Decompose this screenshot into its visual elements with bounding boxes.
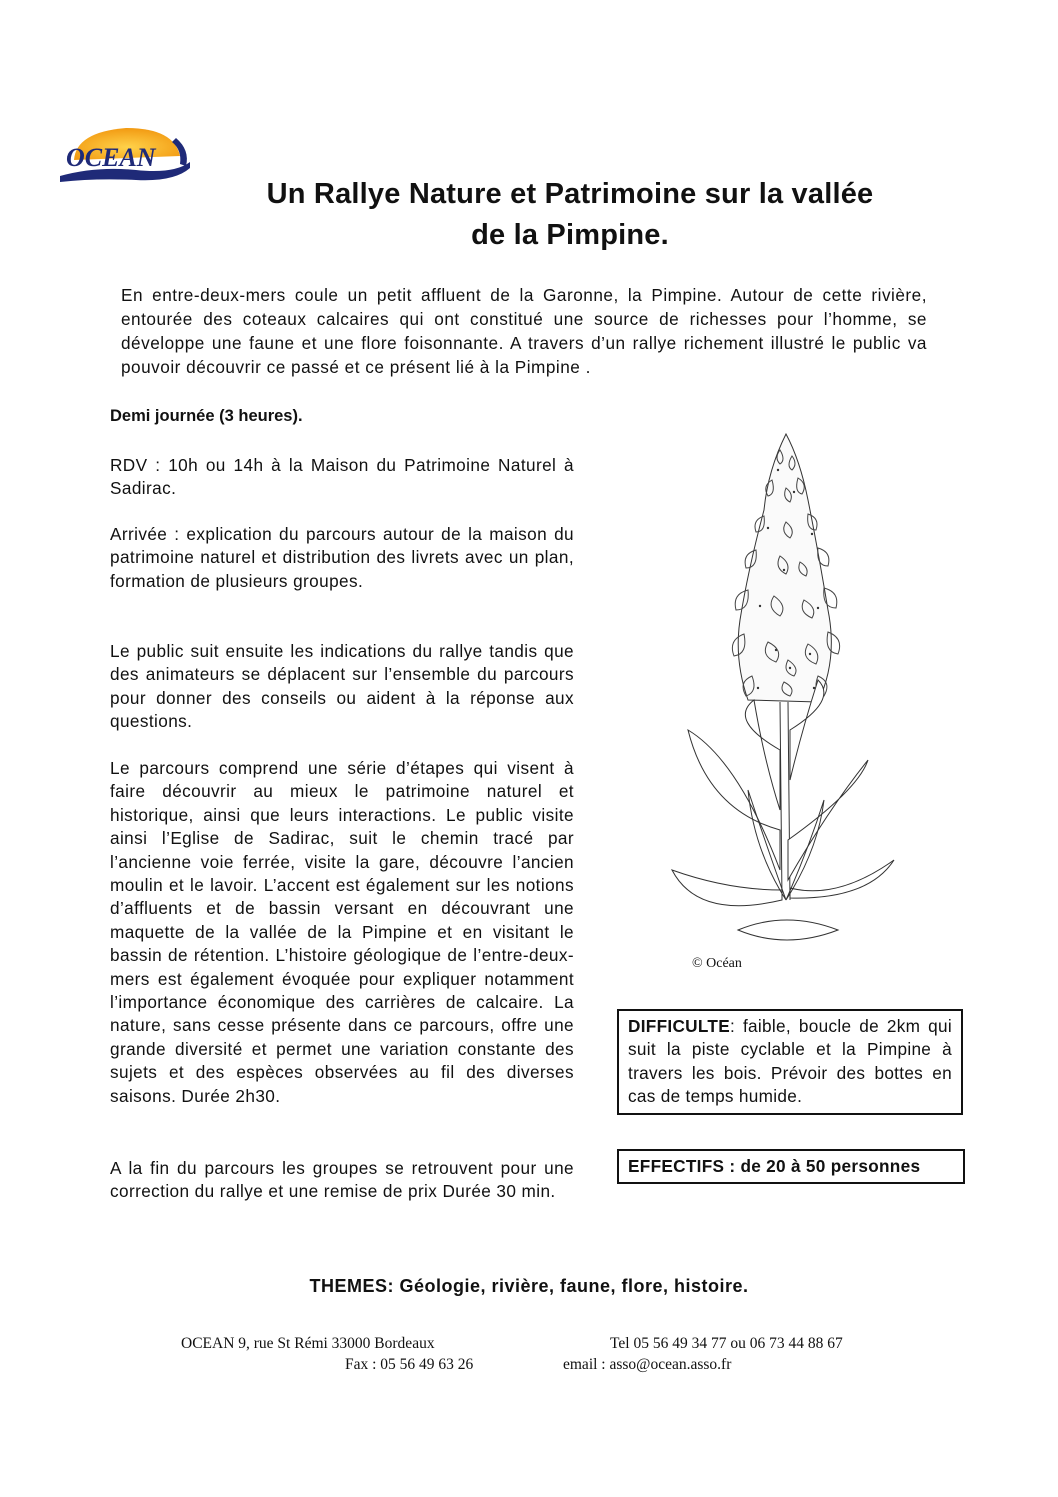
title-line-1: Un Rallye Nature et Patrimoine sur la vallée xyxy=(266,178,874,210)
effectifs-box: EFFECTIFS : de 20 à 50 personnes xyxy=(617,1149,965,1184)
arrivee-paragraph: Arrivée : explication du parcours autour de la maison du patrimoine naturel et distribution des livrets avec un plan, formation de plusieurs groupes. xyxy=(110,524,574,591)
title-line-2: de la Pimpine. xyxy=(471,219,669,251)
logo-text: OCEAN xyxy=(66,143,156,172)
duration-heading: Demi journée (3 heures). xyxy=(110,407,303,425)
orchid-illustration xyxy=(668,430,898,970)
ocean-logo xyxy=(56,122,194,186)
themes-line: THEMES: Géologie, rivière, faune, flore, histoire. xyxy=(309,1276,749,1296)
footer-email: email : asso@ocean.asso.fr xyxy=(563,1356,732,1373)
illustration-credit: © Océan xyxy=(692,956,742,971)
fin-paragraph: A la fin du parcours les groupes se retrouvent pour une correction du rallye et une remise de prix Durée 30 min. xyxy=(110,1158,574,1202)
rdv-paragraph: RDV : 10h ou 14h à la Maison du Patrimoine Naturel à Sadirac. xyxy=(110,455,574,499)
intro-paragraph: En entre-deux-mers coule un petit affluent de la Garonne, la Pimpine. Autour de cette rivière, entourée des coteaux calcaires qui ont constitué une source de richesses pour l’homme, se développe une faune et une flore foisonnante. A travers d’un rallye richement illustré le public va pouvoir découvrir ce passé et ce présent lié à la Pimpine . xyxy=(121,285,927,377)
difficulte-box xyxy=(617,1009,963,1115)
footer-fax: Fax : 05 56 49 63 26 xyxy=(345,1356,474,1373)
parcours-paragraph: Le parcours comprend une série d’étapes qui visent à faire découvrir au mieux le patrimoine naturel et historique, ainsi que leurs interactions. Le public visite ainsi l’Eglise de Sadirac, suit le chemin tracé par l’ancienne voie ferrée, visite la gare, découvre l’ancien moulin et le lavoir. L’accent est également sur les notions d’affluents et de bassin versant en découvrant une maquette de la vallée de la Pimpine et en visitant le bassin de rétention. L’histoire géologique de l’entre-deux-mers est également évoquée pour expliquer notamment l’importance économique des carrières de calcaire. La nature, sans cesse présente dans ce parcours, offre une grande diversité et permet une variation constante des sujets et des espèces observées au fil des diverses saisons. Durée 2h30. xyxy=(110,758,574,1106)
difficulte-label: DIFFICULTE xyxy=(628,1016,730,1036)
footer-tel: Tel 05 56 49 34 77 ou 06 73 44 88 67 xyxy=(610,1335,843,1352)
difficulte-text: : faible, boucle de 2km qui suit la piste cyclable et la Pimpine à travers les bois. Prévoir des bottes en cas de temps humide. xyxy=(628,1016,952,1107)
page-title xyxy=(180,174,960,256)
public-paragraph: Le public suit ensuite les indications du rallye tandis que des animateurs se déplacent sur l’ensemble du parcours pour donner des conseils ou aident à la réponse aux questions. xyxy=(110,641,574,732)
footer-address: OCEAN 9, rue St Rémi 33000 Bordeaux xyxy=(181,1335,435,1352)
flower-spike xyxy=(732,434,839,702)
